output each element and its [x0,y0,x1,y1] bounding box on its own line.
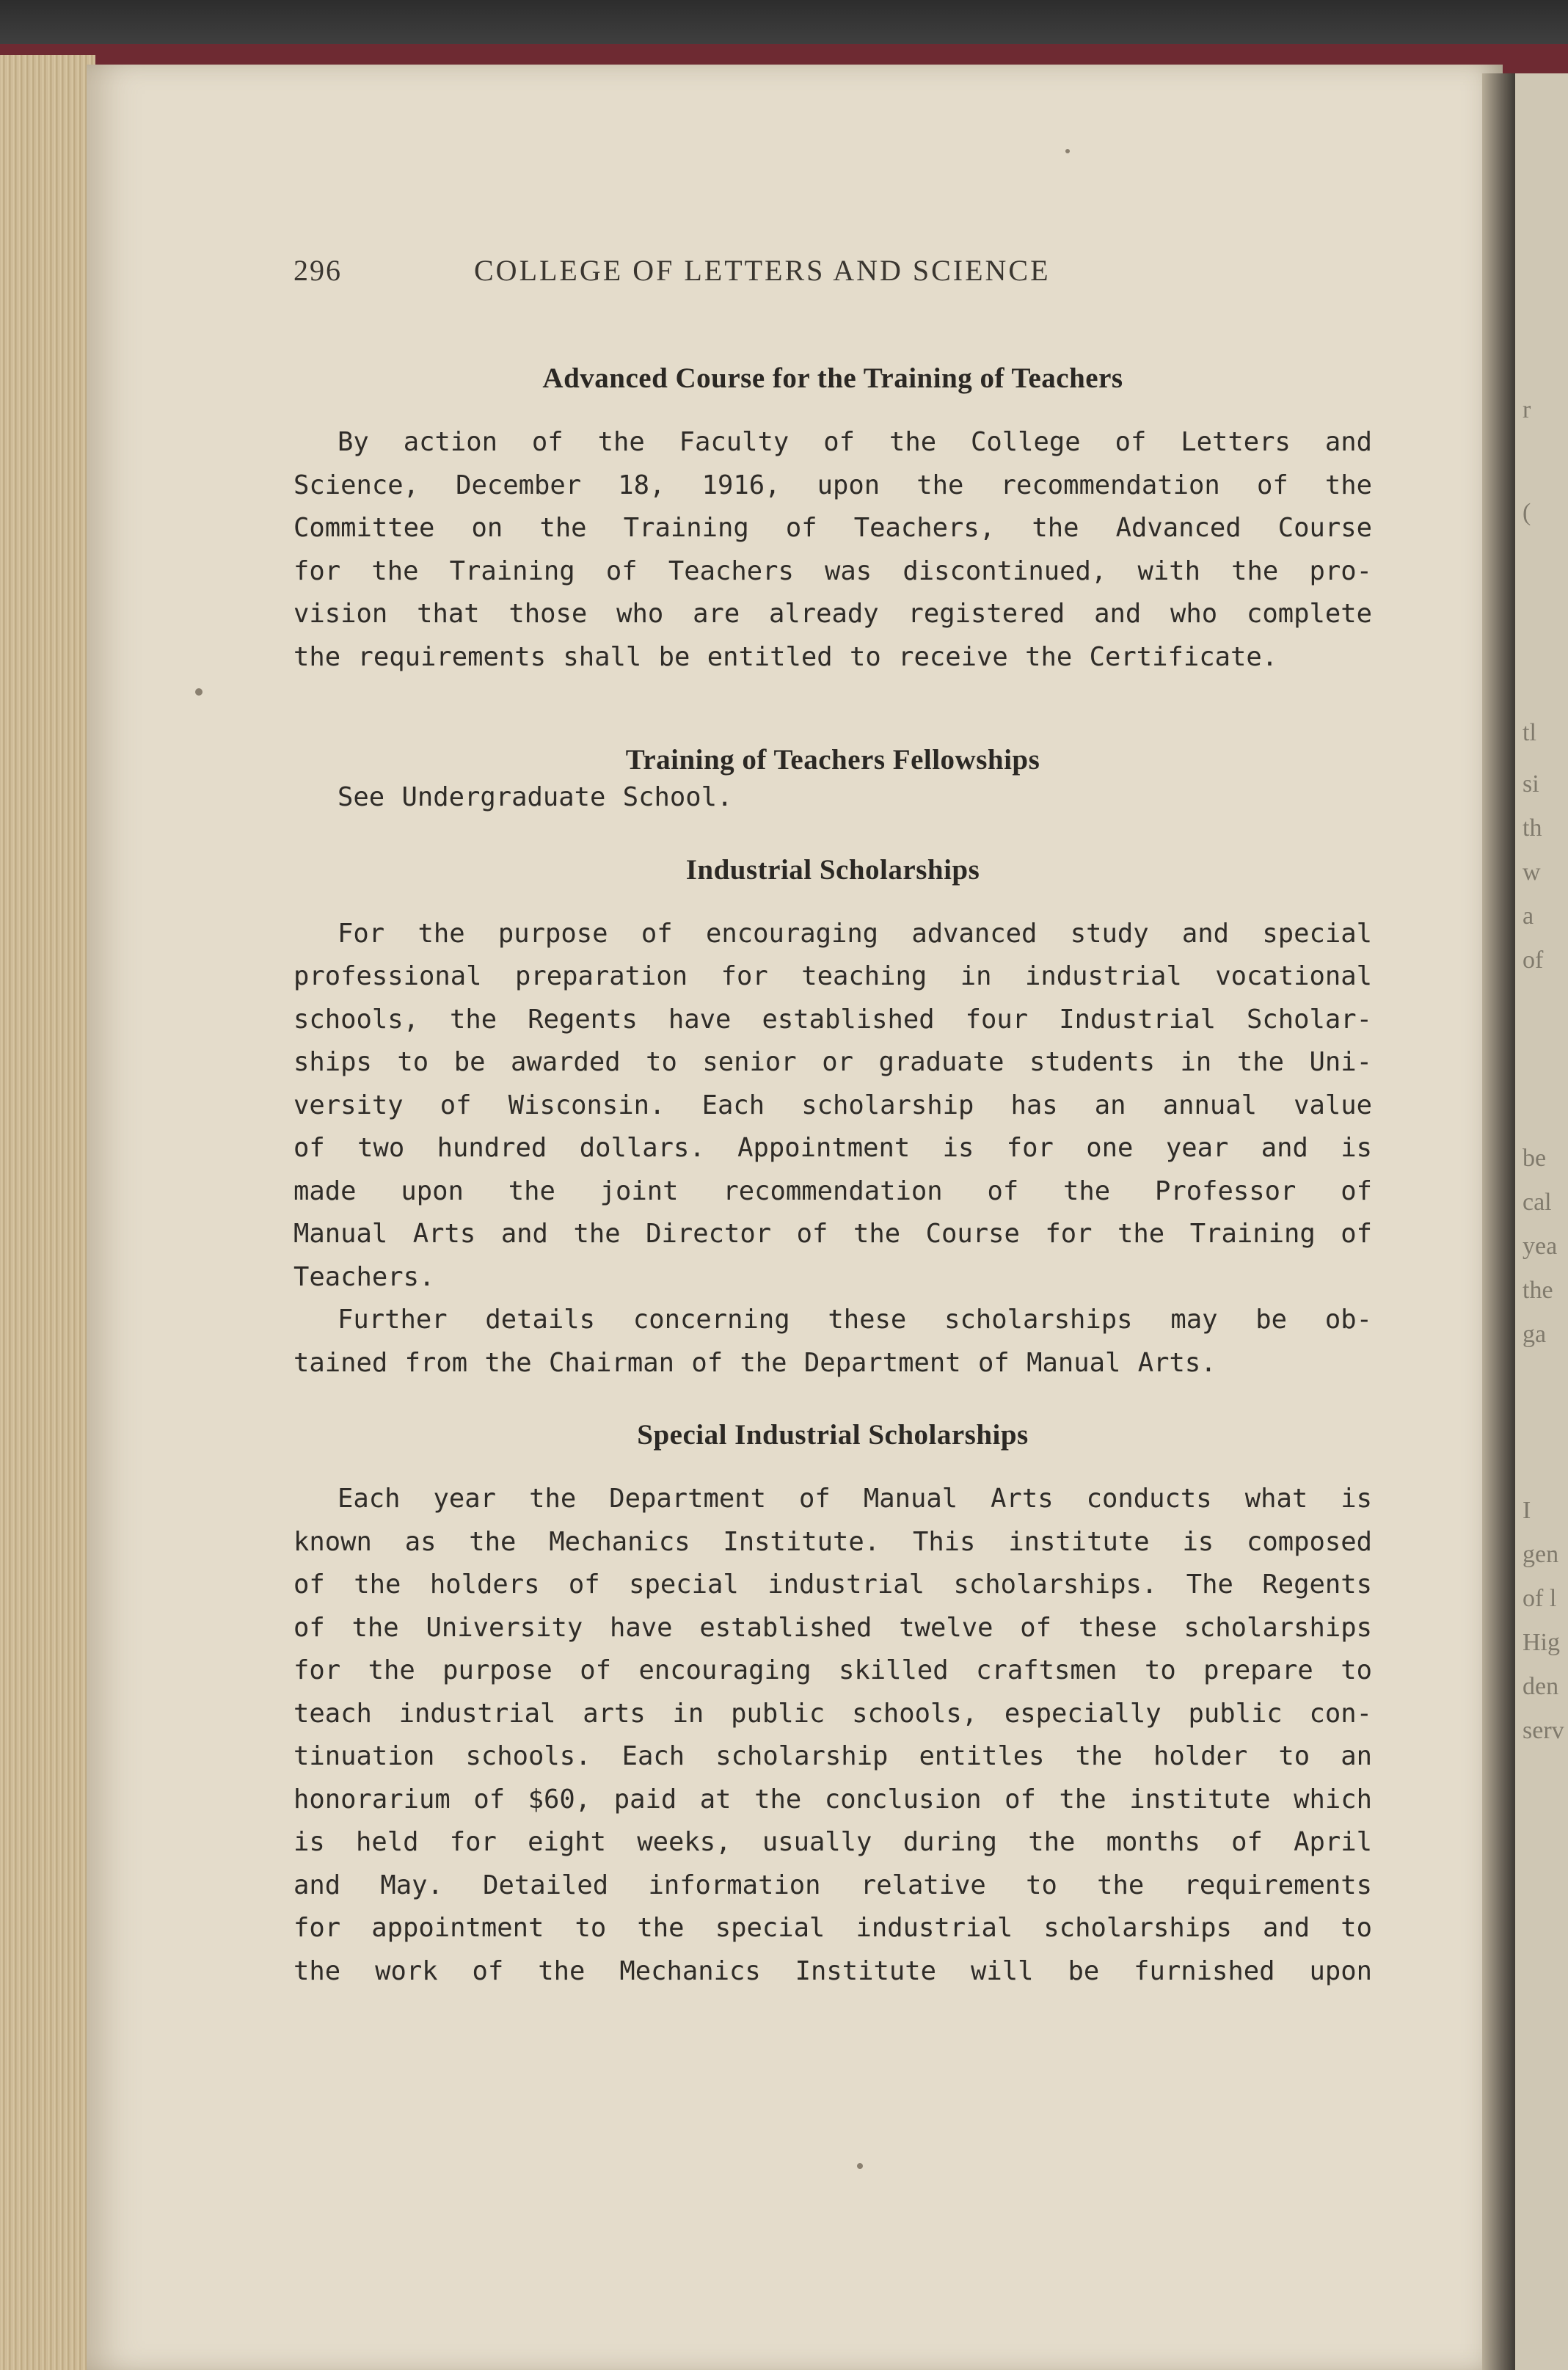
text-line: of the holders of special industrial scholarships. The Regents [293,1569,1372,1600]
page-content [293,253,1372,1993]
text-line: teach industrial arts in public schools, especially public con- [293,1698,1372,1729]
paper-speck [857,2163,863,2169]
text-line: for the Training of Teachers was discontinued, with the pro- [293,555,1372,586]
text-line: honorarium of $60, paid at the conclusion of the institute which [293,1784,1372,1815]
section-heading-fellowships: Training of Teachers Fellowships [625,744,1040,776]
paper-speck [1065,149,1070,153]
section-heading-advanced-course: Advanced Course for the Training of Teachers [542,362,1123,394]
text-line: for the purpose of encouraging skilled craftsmen to prepare to [293,1655,1372,1685]
text-line: Committee on the Training of Teachers, the Advanced Course [293,513,1372,543]
text-line: vision that those who are already registered and who complete [293,599,1372,629]
section-heading-industrial-scholarships: Industrial Scholarships [685,853,980,886]
text-line: professional preparation for teaching in industrial vocational [293,961,1372,991]
text-line: schools, the Regents have established four Industrial Scholar- [293,1004,1372,1035]
text-line: Teachers. [293,1261,435,1292]
next-page-fragment: w [1523,858,1541,886]
text-line: of two hundred dollars. Appointment is for one year and is [293,1133,1372,1163]
text-line: the requirements shall be entitled to receive the Certificate. [293,641,1278,672]
text-line: See Undergraduate School. [338,782,733,812]
next-page-fragment: den [1523,1673,1559,1700]
page-stack-edges [0,55,95,2370]
section-heading-special-industrial-scholarships: Special Industrial Scholarships [637,1419,1029,1451]
text-line: By action of the Faculty of the College of Letters and [338,427,1372,457]
next-page-fragment: Hig [1523,1629,1560,1656]
next-page-fragment: a [1523,903,1534,930]
text-line: Further details concerning these scholarships may be ob- [338,1305,1372,1335]
paragraph-further-details [293,1299,1372,1385]
paragraph-industrial-scholarships [293,913,1372,1299]
next-page-fragment: I [1523,1497,1531,1524]
next-page-fragment: tl [1523,719,1536,746]
running-head-title: COLLEGE OF LETTERS AND SCIENCE [474,254,1051,287]
next-page-fragment: the [1523,1277,1553,1304]
text-line: ships to be awarded to senior or graduate students in the Uni- [293,1047,1372,1077]
text-line: is held for eight weeks, usually during the months of April [293,1827,1372,1857]
next-page-fragment: gen [1523,1541,1559,1568]
next-page-fragment: ( [1523,499,1531,526]
paragraph-fellowships [293,776,1372,820]
text-line: made upon the joint recommendation of the Professor of [293,1175,1372,1206]
text-line: for appointment to the special industrial scholarships and to [293,1913,1372,1943]
text-line: Each year the Department of Manual Arts conducts what is [338,1484,1372,1514]
next-page-fragment: si [1523,770,1539,798]
paragraph-advanced-course [293,421,1372,679]
next-page-fragment: yea [1523,1233,1558,1260]
next-page-fragment: r [1523,396,1531,423]
next-page-fragment: ga [1523,1321,1547,1348]
text-line: of the University have established twelve of these scholarships [293,1612,1372,1643]
text-line: tinuation schools. Each scholarship entitles the holder to an [293,1741,1372,1771]
next-page-fragment: be [1523,1145,1547,1172]
text-line: and May. Detailed information relative to the requirements [293,1870,1372,1900]
next-page-fragment: th [1523,814,1542,842]
next-page-sliver [1515,73,1568,2370]
next-page-fragment: of l [1523,1585,1557,1612]
text-line: Manual Arts and the Director of the Course for the Training of [293,1219,1372,1249]
paper-speck [195,688,203,696]
text-line: known as the Mechanics Institute. This institute is composed [293,1526,1372,1557]
text-line: the work of the Mechanics Institute will be furnished upon [293,1955,1372,1986]
page-gutter [1482,73,1515,2370]
next-page-fragment: cal [1523,1189,1552,1216]
page-number: 296 [293,254,342,287]
next-page-fragment: serv [1523,1717,1564,1744]
text-line: versity of Wisconsin. Each scholarship has an annual value [293,1090,1372,1120]
text-line: For the purpose of encouraging advanced study and special [338,918,1372,949]
text-line: tained from the Chairman of the Department of Manual Arts. [293,1347,1217,1378]
paragraph-special-industrial-scholarships [293,1478,1372,1993]
next-page-fragment: of [1523,947,1544,974]
running-head [293,253,1372,297]
text-line: Science, December 18, 1916, upon the recommendation of the [293,470,1372,500]
